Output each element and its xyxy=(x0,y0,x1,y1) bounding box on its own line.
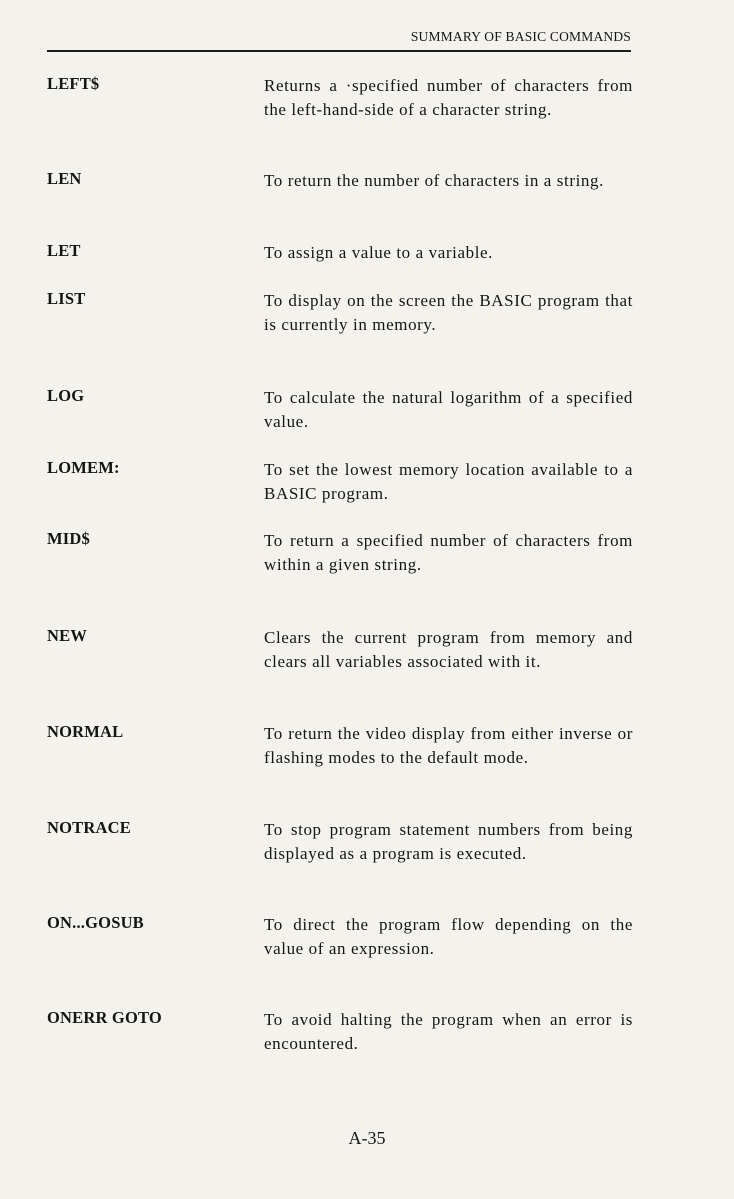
command-description: To direct the program flow depending on the value of an expression. xyxy=(264,915,633,959)
command-term: NEW xyxy=(47,626,88,645)
command-description: To stop program statement numbers from being displayed as a program is executed. xyxy=(264,820,633,864)
command-description: To return the number of characters in a string. xyxy=(264,171,604,190)
command-term: ON...GOSUB xyxy=(47,913,144,932)
command-description: Returns a ·specified number of characters from the left-hand-side of a character string. xyxy=(264,76,633,120)
header-rule xyxy=(47,50,631,52)
running-header-title: SUMMARY OF BASIC COMMANDS xyxy=(410,29,631,44)
command-term: NORMAL xyxy=(47,722,124,741)
command-term: LEN xyxy=(47,169,82,188)
command-description: To avoid halting the program when an error is encountered. xyxy=(264,1010,633,1054)
command-term: LOG xyxy=(47,386,85,405)
command-term: LIST xyxy=(47,289,86,308)
command-term: LOMEM: xyxy=(47,458,120,477)
command-description: To calculate the natural logarithm of a specified value. xyxy=(264,388,633,432)
command-term: LEFT$ xyxy=(47,74,100,93)
command-term: NOTRACE xyxy=(47,818,131,837)
command-term: ONERR GOTO xyxy=(47,1008,162,1027)
command-description: To return a specified number of characters from within a given string. xyxy=(264,531,633,575)
command-description: To assign a value to a variable. xyxy=(264,243,494,262)
command-description: To return the video display from either inverse or flashing modes to the default mode. xyxy=(264,724,633,768)
command-description: To display on the screen the BASIC program that is currently in memory. xyxy=(264,291,633,335)
command-description: To set the lowest memory location available to a BASIC program. xyxy=(264,460,633,504)
command-term: LET xyxy=(47,241,81,260)
command-term: MID$ xyxy=(47,529,90,548)
page-number: A-35 xyxy=(348,1128,386,1148)
command-description: Clears the current program from memory and clears all variables associated with it. xyxy=(264,628,633,672)
page-header xyxy=(47,29,631,51)
